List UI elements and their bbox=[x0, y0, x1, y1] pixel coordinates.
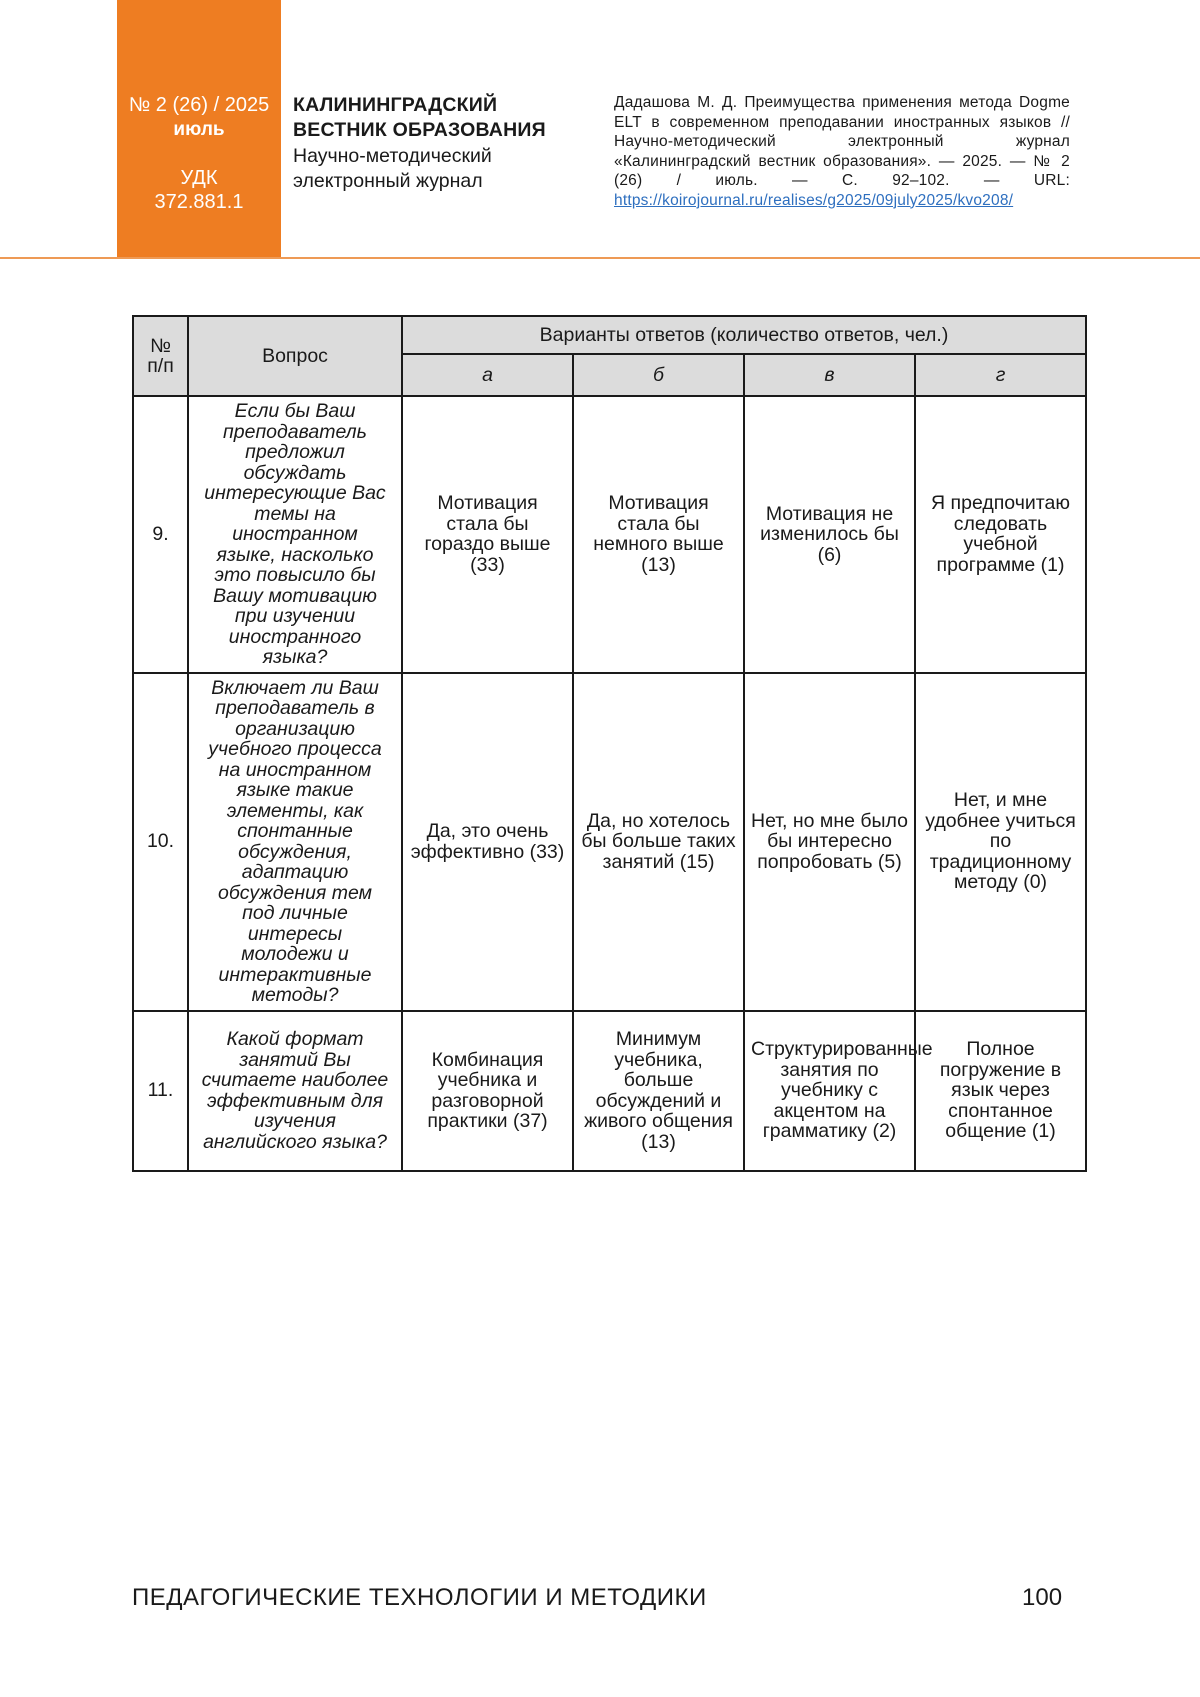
answer-g: Я предпочитаю следовать учебной программе (1) bbox=[915, 396, 1086, 673]
issue-month: июль bbox=[117, 118, 281, 142]
journal-title-block bbox=[293, 93, 583, 193]
answer-a: Да, это очень эффективно (33) bbox=[402, 673, 573, 1011]
issue-badge bbox=[117, 0, 281, 258]
row-number: 11. bbox=[133, 1011, 188, 1171]
header-letter-b: б bbox=[573, 354, 744, 396]
answer-v: Нет, но мне было бы интересно попробовать (5) bbox=[744, 673, 915, 1011]
citation-link[interactable]: https://koirojournal.ru/realises/g2025/09july2025/kvo208/ bbox=[614, 192, 1013, 209]
row-number: 9. bbox=[133, 396, 188, 673]
table-row bbox=[133, 673, 1086, 1011]
header-answers: Варианты ответов (количество ответов, чел.) bbox=[402, 316, 1086, 354]
citation bbox=[614, 93, 1070, 210]
answer-g: Нет, и мне удобнее учиться по традиционному методу (0) bbox=[915, 673, 1086, 1011]
survey-table bbox=[132, 315, 1087, 1172]
issue-number: № 2 (26) / 2025 bbox=[117, 92, 281, 118]
journal-subtitle-line1: Научно-методический bbox=[293, 144, 583, 168]
header-num: № п/п bbox=[133, 316, 188, 396]
udk-number: 372.881.1 bbox=[117, 190, 281, 214]
header-letter-a: а bbox=[402, 354, 573, 396]
answer-a: Мотивация стала бы гораздо выше (33) bbox=[402, 396, 573, 673]
table-header-row bbox=[133, 316, 1086, 354]
section-title: ПЕДАГОГИЧЕСКИЕ ТЕХНОЛОГИИ И МЕТОДИКИ bbox=[132, 1584, 707, 1612]
udk-label: УДК bbox=[117, 166, 281, 190]
row-question: Включает ли Ваш преподаватель в организацию учебного процесса на иностранном языке такие элементы, как спонтанные обсуждения, адаптацию обсуждения тем под личные интересы молодежи и интерактивные методы? bbox=[188, 673, 402, 1011]
row-question: Какой формат занятий Вы считаете наиболее эффективным для изучения английского языка? bbox=[188, 1011, 402, 1171]
header-letter-v: в bbox=[744, 354, 915, 396]
journal-subtitle-line2: электронный журнал bbox=[293, 169, 583, 193]
header-letter-g: г bbox=[915, 354, 1086, 396]
answer-g: Полное погружение в язык через спонтанное общение (1) bbox=[915, 1011, 1086, 1171]
journal-name-line2: ВЕСТНИК ОБРАЗОВАНИЯ bbox=[293, 118, 583, 143]
row-number: 10. bbox=[133, 673, 188, 1011]
answer-v: Мотивация не изменилось бы (6) bbox=[744, 396, 915, 673]
table-row bbox=[133, 1011, 1086, 1171]
row-question: Если бы Ваш преподаватель предложил обсуждать интересующие Вас темы на иностранном языке, насколько это повысило бы Вашу мотивацию при изучении иностранного языка? bbox=[188, 396, 402, 673]
answer-a: Комбинация учебника и разговорной практики (37) bbox=[402, 1011, 573, 1171]
answer-b: Мотивация стала бы немного выше (13) bbox=[573, 396, 744, 673]
answer-v: Структурированные занятия по учебнику с акцентом на грамматику (2) bbox=[744, 1011, 915, 1171]
answer-b: Да, но хотелось бы больше таких занятий (15) bbox=[573, 673, 744, 1011]
table-row bbox=[133, 396, 1086, 673]
journal-name-line1: КАЛИНИНГРАДСКИЙ bbox=[293, 93, 583, 118]
header-question: Вопрос bbox=[188, 316, 402, 396]
header-divider bbox=[0, 257, 1200, 259]
answer-b: Минимум учебника, больше обсуждений и живого общения (13) bbox=[573, 1011, 744, 1171]
page-number: 100 bbox=[1022, 1584, 1062, 1612]
citation-text: Дадашова М. Д. Преимущества применения метода Dogme ELT в современном преподавании иностранных языков // Научно-методический электронный журнал «Калининградский вестник образования». — 2025. — № 2 (26) / июль. — С. 92–102. — URL: bbox=[614, 94, 1070, 189]
